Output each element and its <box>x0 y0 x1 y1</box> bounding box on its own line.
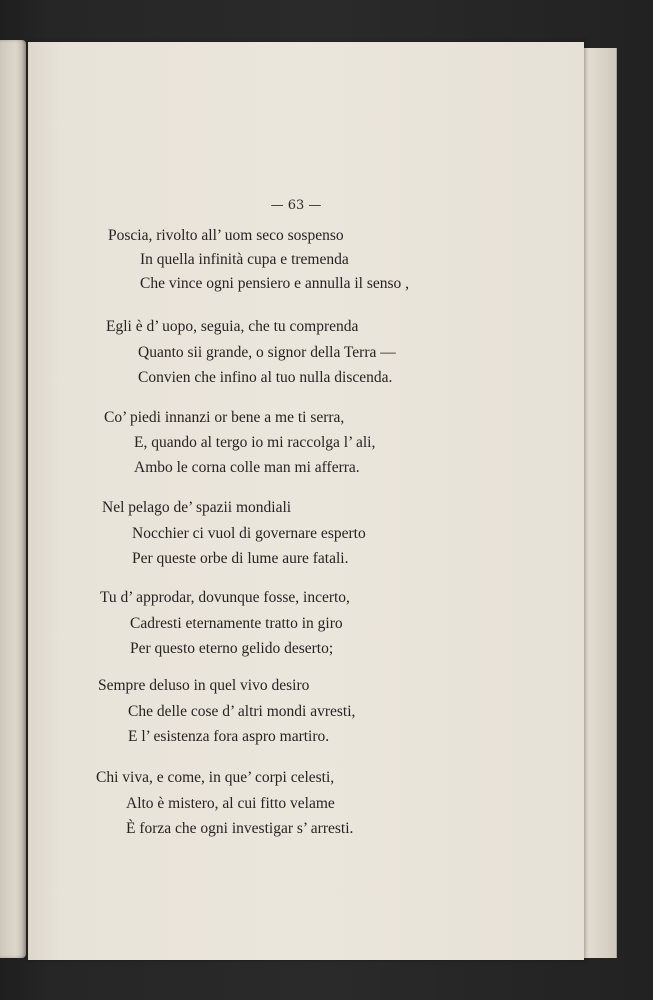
verse-line: Nel pelago de’ spazii mondiali <box>102 499 292 516</box>
verse-line: E, quando al tergo io mi raccolga l’ ali, <box>134 434 376 451</box>
verse-line: Co’ piedi innanzi or bene a me ti serra, <box>104 409 345 426</box>
verse-line: E l’ esistenza fora aspro martiro. <box>128 728 330 745</box>
verse-line: Alto è mistero, al cui fitto velame <box>126 795 335 812</box>
verse-line: Nocchier ci vuol di governare esperto <box>132 525 366 542</box>
verse-line: Poscia, rivolto all’ uom seco sospenso <box>108 227 344 244</box>
verse-line: Tu d’ approdar, dovunque fosse, incerto, <box>100 589 350 606</box>
verse-line: Egli è d’ uopo, seguia, che tu comprenda <box>106 318 359 335</box>
verse-line: Sempre deluso in quel vivo desiro <box>98 677 310 694</box>
verse-line: Che delle cose d’ altri mondi avresti, <box>128 703 356 720</box>
left-page-edge <box>0 40 26 958</box>
poem <box>28 42 584 960</box>
verse-line: È forza che ogni investigar s’ arresti. <box>126 820 354 837</box>
verse-line: Chi viva, e come, in que’ corpi celesti, <box>96 769 335 786</box>
verse-line: Quanto sii grande, o signor della Terra — <box>138 344 396 361</box>
verse-line: Per queste orbe di lume aure fatali. <box>132 550 349 567</box>
book-page <box>28 42 584 960</box>
verse-line: In quella infinità cupa e tremenda <box>140 251 349 268</box>
verse-line: Ambo le corna colle man mi afferra. <box>134 459 360 476</box>
verse-line: Per questo eterno gelido deserto; <box>130 640 334 657</box>
verse-line: Cadresti eternamente tratto in giro <box>130 615 343 632</box>
page-number: — 63 — <box>270 198 322 213</box>
verse-line: Che vince ogni pensiero e annulla il senso , <box>140 275 410 292</box>
verse-line: Convien che infino al tuo nulla discenda. <box>138 369 393 386</box>
